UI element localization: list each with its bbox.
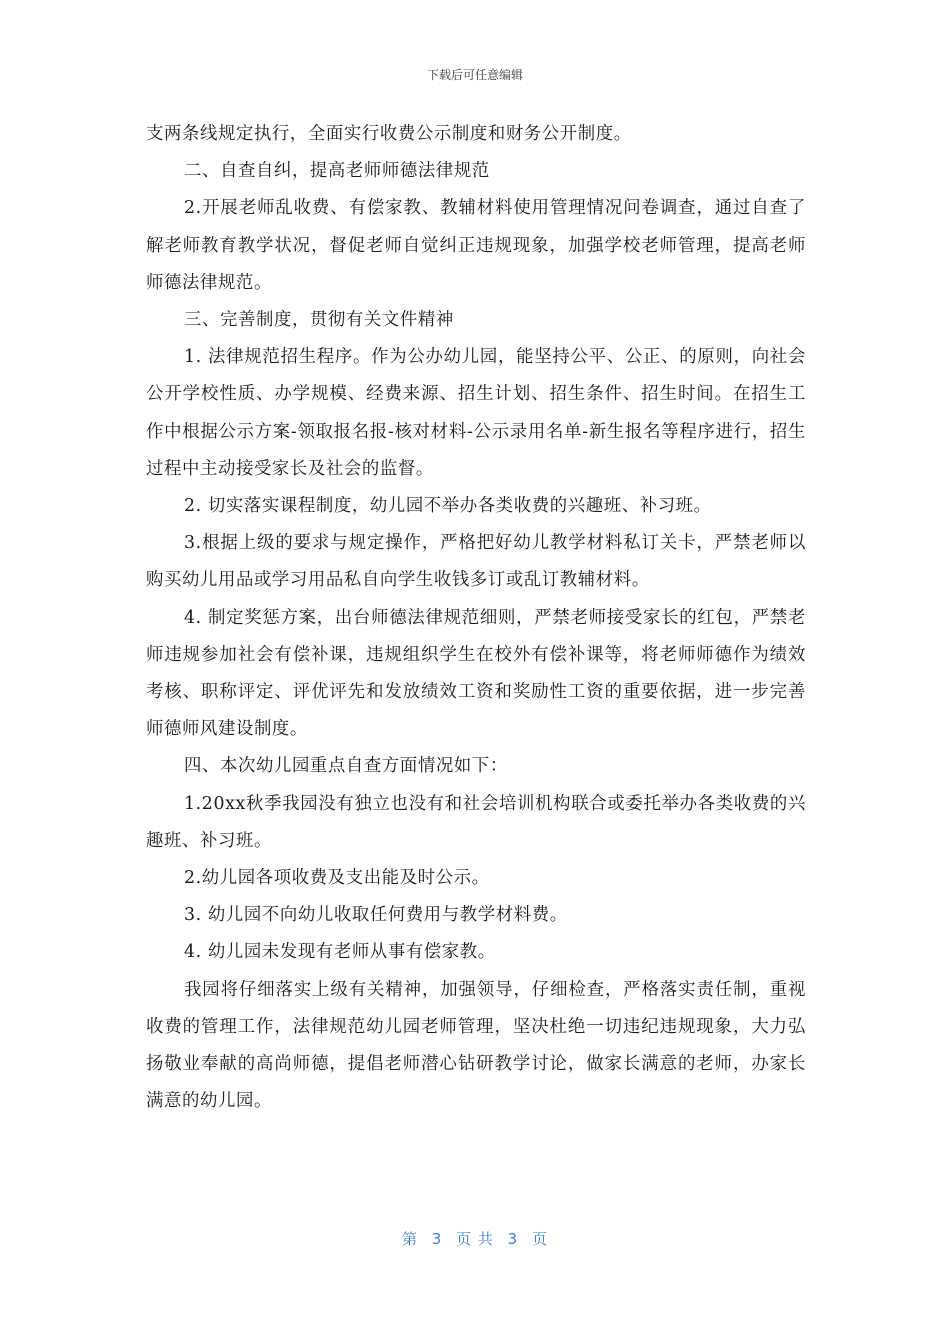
footer-middle: 页 共 [456,1230,494,1248]
paragraph: 2.幼儿园各项收费及支出能及时公示。 [184,868,490,889]
paragraph: 2. 切实落实课程制度，幼儿园不举办各类收费的兴趣班、补习班。 [184,496,712,517]
paragraph: 1.20xx秋季我园没有独立也没有和社会培训机构联合或委托举办各类收费的兴趣班、补习班。 [146,793,806,851]
paragraph: 2.开展老师乱收费、有偿家教、教辅材料使用管理情况问卷调查，通过自查了解老师教育教学状况，督促老师自觉纠正违规现象，加强学校老师管理，提高老师师德法律规范。 [146,198,806,293]
section-heading: 四、本次幼儿园重点自查方面情况如下： [184,756,508,777]
paragraph: 3. 幼儿园不向幼儿收取任何费用与教学材料费。 [184,905,568,926]
document-body [146,116,806,1120]
section-heading: 二、自查自纠，提高老师师德法律规范 [184,161,490,182]
paragraph: 支两条线规定执行，全面实行收费公示制度和财务公开制度。 [146,124,632,144]
page-footer [0,1228,950,1249]
paragraph: 3.根据上级的要求与规定操作，严格把好幼儿教学材料私订关卡，严禁老师以购买幼儿用品或学习用品私自向学生收钱多订或乱订教辅材料。 [146,533,806,591]
paragraph: 4. 制定奖惩方案，出台师德法律规范细则，严禁老师接受家长的红包，严禁老师违规参加社会有偿补课，违规组织学生在校外有偿补课等，将老师师德作为绩效考核、职称评定、评优评先和发放绩效工资和奖励性工资的重要依据，进一步完善师德师风建设制度。 [146,607,806,740]
current-page-number: 3 [431,1230,443,1248]
footer-suffix: 页 [532,1230,549,1248]
paragraph: 1. 法律规范招生程序。作为公办幼儿园，能坚持公平、公正、的原则，向社会公开学校性质、办学规模、经费来源、招生计划、招生条件、招生时间。在招生工作中根据公示方案-领取报名报-核对材料-公示录用名单-新生报名等程序进行，招生过程中主动接受家长及社会的监督。 [146,347,806,479]
section-heading: 三、完善制度，贯彻有关文件精神 [184,310,454,331]
total-page-number: 3 [507,1230,519,1248]
paragraph: 4. 幼儿园未发现有老师从事有偿家教。 [184,942,496,963]
page-header: 下载后可任意编辑 [426,68,523,82]
paragraph: 我园将仔细落实上级有关精神，加强领导，仔细检查，严格落实责任制，重视收费的管理工作，法律规范幼儿园老师管理，坚决杜绝一切违纪违规现象，大力弘扬敬业奉献的高尚师德，提倡老师潜心钻研教学讨论，做家长满意的老师，办家长满意的幼儿园。 [146,979,806,1112]
footer-prefix: 第 [401,1230,418,1248]
